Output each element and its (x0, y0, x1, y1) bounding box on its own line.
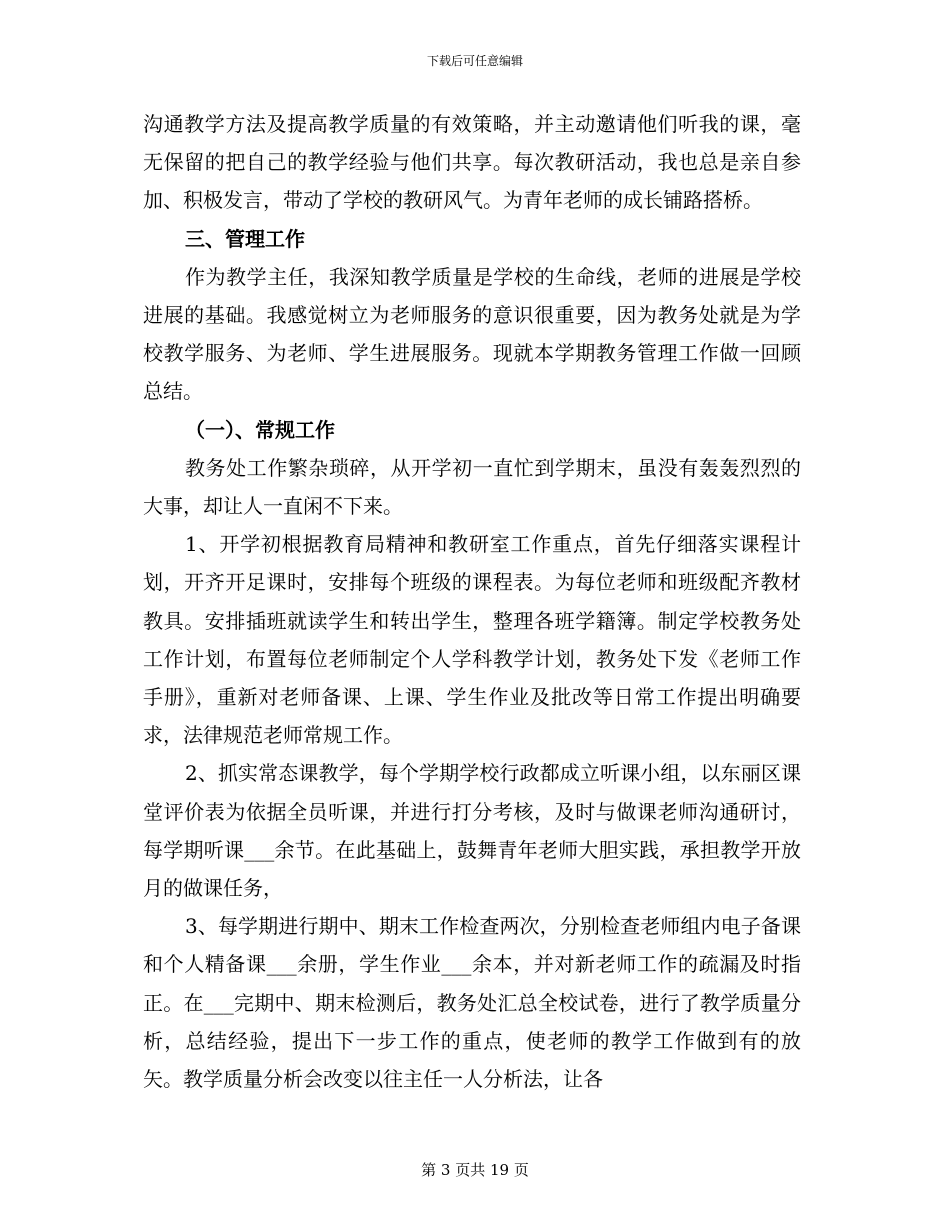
page-header: 下载后可任意编辑 (426, 54, 523, 68)
paragraph-item-1: 1、开学初根据教育局精神和教研室工作重点，首先仔细落实课程计划，开齐开足课时，安排每个班级的课程表。为每位老师和班级配齐教材教具。安排插班就读学生和转出学生，整理各班学籍簿。制定学校教务处工作计划，布置每位老师制定个人学科教学计划，教务处下发《老师工作手册》，重新对老师备课、上课、学生作业及批改等日常工作提出明确要求，法律规范老师常规工作。 (143, 532, 801, 748)
paragraph-continuation: 沟通教学方法及提高教学质量的有效策略，并主动邀请他们听我的课，毫无保留的把自己的教学经验与他们共享。每次教研活动，我也总是亲自参加、积极发言，带动了学校的教研风气。为青年老师的成长铺路搭桥。 (143, 112, 801, 213)
paragraph-item-3: 3、每学期进行期中、期末工作检查两次，分别检查老师组内电子备课和个人精备课___余册，学生作业___余本，并对新老师工作的疏漏及时指正。在___完期中、期末检测后，教务处汇总全校试卷，进行了教学质量分析，总结经验，提出下一步工作的重点，使老师的教学工作做到有的放矢。教学质量分析会改变以往主任一人分析法，让各 (143, 914, 801, 1092)
paragraph-intro: 作为教学主任，我深知教学质量是学校的生命线，老师的进展是学校进展的基础。我感觉树立为老师服务的意识很重要，因为教务处就是为学校教学服务、为老师、学生进展服务。现就本学期教务管理工作做一回顾总结。 (143, 264, 801, 404)
subsection-heading-routine: （一）、常规工作 (185, 417, 335, 442)
paragraph-item-2: 2、抓实常态课教学，每个学期学校行政都成立听课小组，以东丽区课堂评价表为依据全员听课，并进行打分考核，及时与做课老师沟通研讨，每学期听课___余节。在此基础上，鼓舞青年老师大胆实践，承担教学开放月的做课任务， (143, 761, 801, 901)
document-body (143, 105, 801, 1098)
paragraph-routine-summary: 教务处工作繁杂琐碎，从开学初一直忙到学期末，虽没有轰轰烈烈的大事，却让人一直闲不下来。 (143, 455, 801, 519)
page-footer: 第 3 页共 19 页 (421, 1161, 529, 1179)
section-heading-management: 三、管理工作 (185, 226, 305, 251)
